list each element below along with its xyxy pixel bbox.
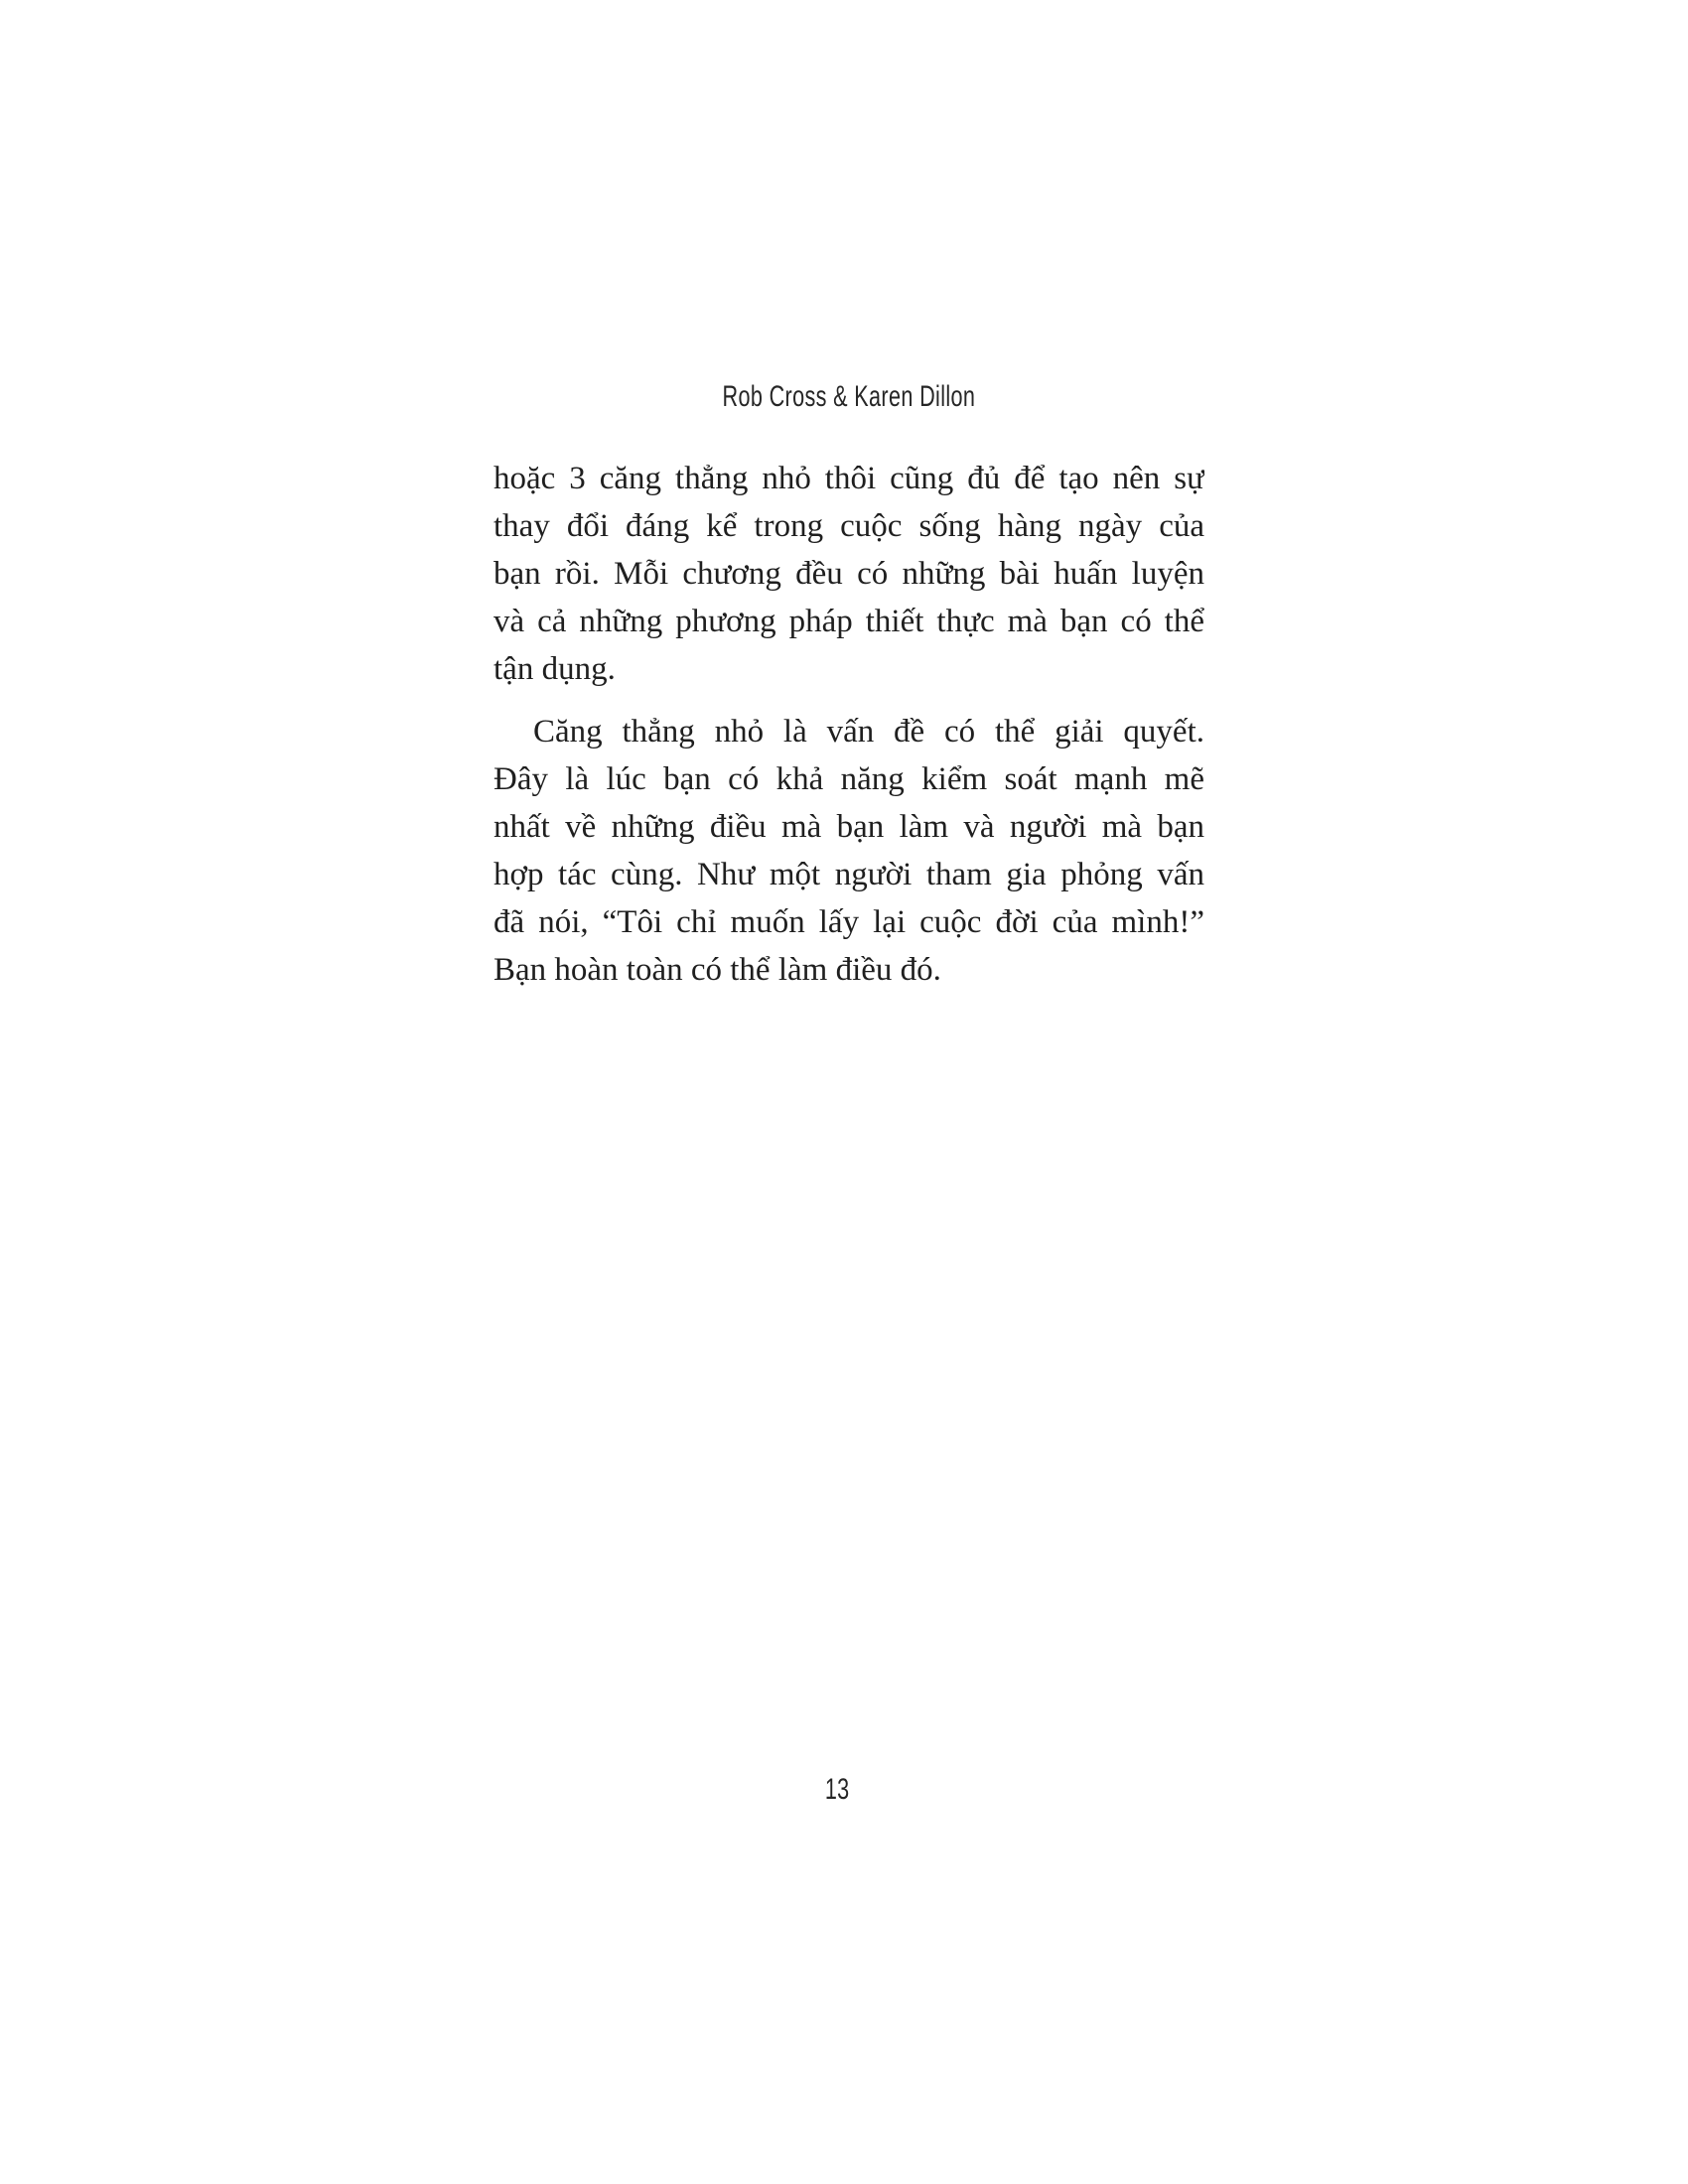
- page-number-text: 13: [824, 1773, 850, 1806]
- text-line: Căng thẳng nhỏ là vấn đề có thể giải quyết.: [533, 714, 1204, 750]
- text-line: bạn rồi. Mỗi chương đều có những bài huấn luyện: [493, 556, 1204, 592]
- text-line: đã nói, “Tôi chỉ muốn lấy lại cuộc đời của mình!”: [493, 904, 1204, 940]
- text-line: tận dụng.: [493, 651, 616, 687]
- paragraph: [493, 708, 1204, 994]
- text-block: [493, 455, 1204, 994]
- running-header-text: Rob Cross & Karen Dillon: [722, 380, 976, 413]
- page-number: [482, 1773, 1193, 1807]
- text-line: nhất về những điều mà bạn làm và người mà bạn: [493, 809, 1204, 845]
- text-line: hoặc 3 căng thẳng nhỏ thôi cũng đủ để tạo nên sự: [493, 461, 1204, 496]
- text-line: và cả những phương pháp thiết thực mà bạn có thể: [493, 604, 1204, 639]
- running-header: [493, 380, 1204, 414]
- paragraph: [493, 455, 1204, 693]
- text-line: hợp tác cùng. Như một người tham gia phỏng vấn: [493, 857, 1204, 892]
- text-line: thay đổi đáng kể trong cuộc sống hàng ngày của: [493, 508, 1204, 544]
- text-line: Bạn hoàn toàn có thể làm điều đó.: [493, 952, 941, 988]
- text-line: Đây là lúc bạn có khả năng kiểm soát mạnh mẽ: [493, 761, 1204, 797]
